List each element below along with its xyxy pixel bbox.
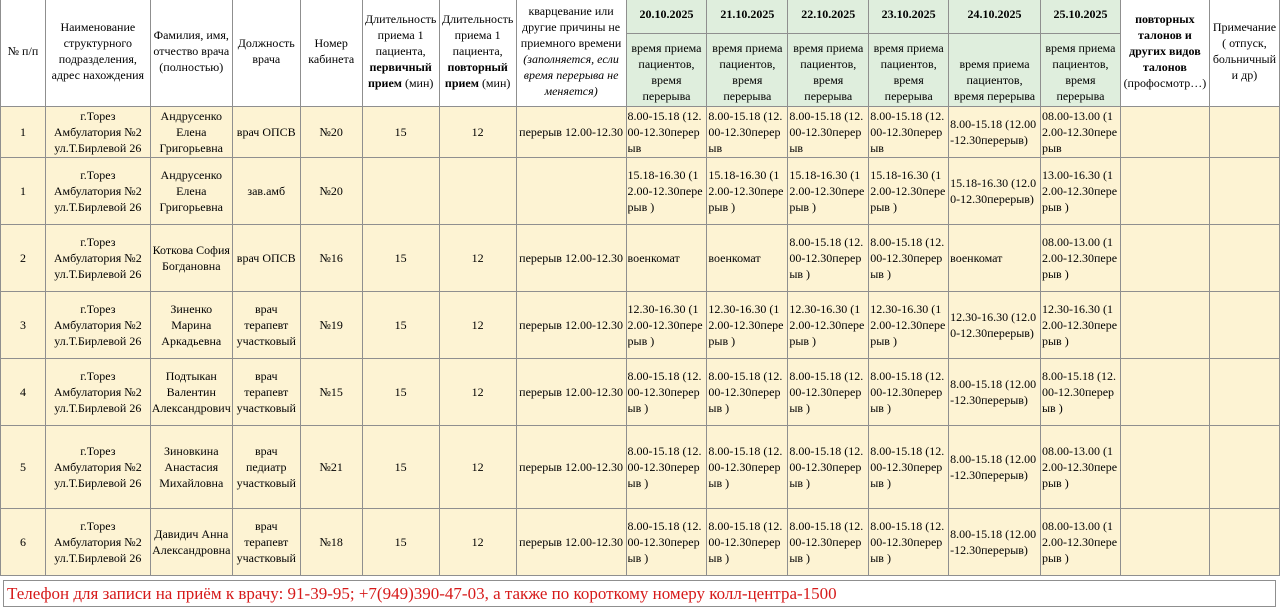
- row-position: врач ОПСВ: [232, 107, 300, 158]
- row-breaks: перерыв 12.00-12.30: [516, 225, 626, 292]
- row-repeat-visit-minutes: 12: [439, 292, 516, 359]
- row-day-schedule-text: 12.30-16.30 (12.00-12.30перерыв ): [708, 302, 784, 348]
- row-doctor-name: Коткова София Богдановна: [150, 225, 232, 292]
- header-coupons: [1120, 0, 1209, 107]
- row-doctor-name: Подтыкан Валентин Александрович: [150, 359, 232, 426]
- row-day-schedule-text: 8.00-15.18 (12.00-12.30перерыв ): [789, 444, 864, 490]
- row-day-schedule-6: [1040, 107, 1120, 158]
- header-repeat-visit-duration: [439, 0, 516, 107]
- header-date-sub-1: время приема пациентов, время перерыва: [626, 34, 707, 107]
- row-day-schedule-4: [869, 107, 949, 158]
- row-day-schedule-text: 15.18-16.30 (12.00-12.30перерыв ): [627, 168, 703, 214]
- row-day-schedule-text: 12.30-16.30 (12.00-12.30перерыв ): [789, 302, 865, 348]
- header-date-3: 22.10.2025: [788, 0, 869, 34]
- row-doctor-name: Андрусенко Елена Григорьевна: [150, 107, 232, 158]
- row-day-schedule-text: 12.30-16.30 (12.00-12.30перерыв ): [870, 302, 946, 348]
- row-room: №16: [300, 225, 362, 292]
- row-day-schedule-5: [949, 158, 1041, 225]
- row-unit-address: г.Торез Амбулатория №2 ул.Т.Бирлевой 26: [45, 509, 150, 576]
- row-note: [1209, 426, 1279, 509]
- row-day-schedule-2: [707, 509, 788, 576]
- row-day-schedule-text: 8.00-15.18 (12.00-12.30перерыв): [950, 377, 1037, 407]
- row-day-schedule-text: 8.00-15.18 (12.00-12.30перерыв ): [789, 235, 864, 281]
- header-breaks-a: кварцевание или другие причины не приемного времени: [520, 3, 622, 50]
- row-day-schedule-text: 8.00-15.18 (12.00-12.30перерыв ): [627, 369, 702, 415]
- row-doctor-name: Андрусенко Елена Григорьевна: [150, 158, 232, 225]
- row-day-schedule-5: [949, 359, 1041, 426]
- row-coupons: [1120, 107, 1209, 158]
- row-day-schedule-1: [626, 509, 707, 576]
- row-number: 4: [1, 359, 46, 426]
- row-day-schedule-text: 15.18-16.30 (12.00-12.30перерыв ): [708, 168, 784, 214]
- row-repeat-visit-minutes: 12: [439, 359, 516, 426]
- row-day-schedule-2: [707, 426, 788, 509]
- table-row: [1, 426, 1280, 509]
- row-day-schedule-4: [869, 509, 949, 576]
- row-number: 6: [1, 509, 46, 576]
- row-day-schedule-6: [1040, 158, 1120, 225]
- header-date-sub-6: время приема пациентов, время перерыва: [1040, 34, 1120, 107]
- row-note: [1209, 225, 1279, 292]
- row-day-schedule-1: [626, 158, 707, 225]
- row-unit-address: г.Торез Амбулатория №2 ул.Т.Бирлевой 26: [45, 225, 150, 292]
- table-row: [1, 292, 1280, 359]
- row-first-visit-minutes: 15: [362, 225, 439, 292]
- row-first-visit-minutes: 15: [362, 426, 439, 509]
- row-day-schedule-2: [707, 158, 788, 225]
- row-first-visit-minutes: 15: [362, 509, 439, 576]
- row-day-schedule-3: [788, 426, 869, 509]
- row-breaks: перерыв 12.00-12.30: [516, 107, 626, 158]
- header-note: Примечание ( отпуск, больничный и др): [1209, 0, 1279, 107]
- row-day-schedule-3: [788, 292, 869, 359]
- row-repeat-visit-minutes: 12: [439, 426, 516, 509]
- row-position: врач ОПСВ: [232, 225, 300, 292]
- row-day-schedule-text: 8.00-15.18 (12.00-12.30перерыв: [870, 109, 945, 155]
- row-day-schedule-3: [788, 509, 869, 576]
- row-day-schedule-5: [949, 292, 1041, 359]
- row-day-schedule-6: [1040, 292, 1120, 359]
- row-day-schedule-text: 8.00-15.18 (12.00-12.30перерыв: [627, 109, 702, 155]
- row-coupons: [1120, 158, 1209, 225]
- row-day-schedule-4: [869, 158, 949, 225]
- row-repeat-visit-minutes: 12: [439, 225, 516, 292]
- row-coupons: [1120, 292, 1209, 359]
- row-coupons: [1120, 225, 1209, 292]
- row-day-schedule-text: 8.00-15.18 (12.00-12.30перерыв ): [708, 519, 783, 565]
- row-first-visit-minutes: 15: [362, 107, 439, 158]
- row-note: [1209, 107, 1279, 158]
- row-day-schedule-text: 8.00-15.18 (12.00-12.30перерыв ): [789, 369, 864, 415]
- table-row: [1, 359, 1280, 426]
- header-date-2: 21.10.2025: [707, 0, 788, 34]
- row-day-schedule-text: 8.00-15.18 (12.00-12.30перерыв ): [870, 444, 945, 490]
- header-date-4: 23.10.2025: [869, 0, 949, 34]
- row-room: №20: [300, 158, 362, 225]
- row-breaks: перерыв 12.00-12.30: [516, 359, 626, 426]
- row-day-schedule-text: 8.00-15.18 (12.00-12.30перерыв: [708, 109, 783, 155]
- row-day-schedule-text: 8.00-15.18 (12.00-12.30перерыв ): [708, 369, 783, 415]
- row-day-schedule-6: [1040, 359, 1120, 426]
- row-note: [1209, 292, 1279, 359]
- table-body: [1, 107, 1280, 576]
- header-date-sub-3: время приема пациентов, время перерыва: [788, 34, 869, 107]
- header-date-sub-4: время приема пациентов, время перерыва: [869, 34, 949, 107]
- row-day-schedule-5: [949, 225, 1041, 292]
- table-row: [1, 107, 1280, 158]
- row-breaks: перерыв 12.00-12.30: [516, 426, 626, 509]
- row-day-schedule-4: [869, 359, 949, 426]
- row-day-schedule-3: [788, 359, 869, 426]
- header-first-visit-duration-c: (мин): [404, 75, 434, 90]
- row-repeat-visit-minutes: [439, 158, 516, 225]
- row-room: №19: [300, 292, 362, 359]
- row-day-schedule-text: военкомат: [627, 251, 680, 265]
- table-row: [1, 158, 1280, 225]
- row-number: 1: [1, 158, 46, 225]
- row-coupons: [1120, 509, 1209, 576]
- header-room: Номер кабинета: [300, 0, 362, 107]
- table-row: [1, 225, 1280, 292]
- header-unit: Наименование структурного подразделения, адрес нахождения: [45, 0, 150, 107]
- row-day-schedule-text: 8.00-15.18 (12.00-12.30перерыв ): [1041, 369, 1116, 415]
- header-coupons-b: (профосмотр…): [1123, 75, 1207, 90]
- row-day-schedule-1: [626, 107, 707, 158]
- row-day-schedule-text: 8.00-15.18 (12.00-12.30перерыв: [789, 109, 864, 155]
- row-repeat-visit-minutes: 12: [439, 107, 516, 158]
- row-day-schedule-text: 15.18-16.30 (12.00-12.30перерыв ): [789, 168, 865, 214]
- row-doctor-name: Давидич Анна Александровна: [150, 509, 232, 576]
- header-first-visit-duration-a: Длительность приема 1 пациента,: [364, 11, 437, 58]
- row-unit-address: г.Торез Амбулатория №2 ул.Т.Бирлевой 26: [45, 107, 150, 158]
- row-day-schedule-text: 15.18-16.30 (12.00-12.30перерыв ): [870, 168, 946, 214]
- header-date-sub-5: время приема пациентов, время перерыва: [949, 34, 1041, 107]
- row-day-schedule-6: [1040, 426, 1120, 509]
- row-first-visit-minutes: 15: [362, 359, 439, 426]
- row-day-schedule-text: 13.00-16.30 (12.00-12.30перерыв ): [1041, 168, 1118, 214]
- table-header: [1, 0, 1280, 107]
- header-breaks: [516, 0, 626, 107]
- row-day-schedule-text: 12.30-16.30 (12.00-12.30перерыв ): [627, 302, 703, 348]
- header-first-visit-duration: [362, 0, 439, 107]
- row-first-visit-minutes: [362, 158, 439, 225]
- row-day-schedule-text: 08.00-13.00 (12.00-12.30перерыв: [1041, 109, 1118, 155]
- row-day-schedule-5: [949, 107, 1041, 158]
- table-row: [1, 509, 1280, 576]
- row-day-schedule-text: 8.00-15.18 (12.00-12.30перерыв ): [870, 369, 945, 415]
- row-note: [1209, 509, 1279, 576]
- row-unit-address: г.Торез Амбулатория №2 ул.Т.Бирлевой 26: [45, 426, 150, 509]
- row-number: 2: [1, 225, 46, 292]
- row-room: №20: [300, 107, 362, 158]
- header-first-visit-duration-b: первичный прием: [367, 59, 432, 90]
- header-num: № п/п: [1, 0, 46, 107]
- row-position: зав.амб: [232, 158, 300, 225]
- row-number: 1: [1, 107, 46, 158]
- row-day-schedule-4: [869, 292, 949, 359]
- row-day-schedule-text: 08.00-13.00 (12.00-12.30перерыв ): [1041, 444, 1118, 490]
- row-day-schedule-text: 8.00-15.18 (12.00-12.30перерыв): [950, 452, 1037, 482]
- row-day-schedule-3: [788, 107, 869, 158]
- row-day-schedule-text: 08.00-13.00 (12.00-12.30перерыв ): [1041, 519, 1118, 565]
- row-day-schedule-text: военкомат: [950, 251, 1003, 265]
- row-day-schedule-text: 8.00-15.18 (12.00-12.30перерыв): [950, 527, 1037, 557]
- row-room: №21: [300, 426, 362, 509]
- booking-phone-footer: Телефон для записи на приём к врачу: 91-39-95; +7(949)390-47-03, а также по короткому номеру колл-центра-1500: [3, 580, 1276, 607]
- row-day-schedule-text: 8.00-15.18 (12.00-12.30перерыв ): [870, 519, 945, 565]
- header-breaks-b: (заполняется, если время перерыва не меняется): [523, 51, 619, 98]
- row-position: врач терапевт участковый: [232, 292, 300, 359]
- row-day-schedule-4: [869, 426, 949, 509]
- row-position: врач терапевт участковый: [232, 359, 300, 426]
- row-day-schedule-1: [626, 225, 707, 292]
- row-day-schedule-1: [626, 359, 707, 426]
- row-day-schedule-4: [869, 225, 949, 292]
- row-doctor-name: Зиненко Марина Аркадьевна: [150, 292, 232, 359]
- row-day-schedule-text: 12.30-16.30 (12.00-12.30перерыв ): [1041, 302, 1118, 348]
- row-day-schedule-6: [1040, 509, 1120, 576]
- header-doctor-name: Фамилия, имя, отчество врача (полностью): [150, 0, 232, 107]
- row-day-schedule-text: 8.00-15.18 (12.00-12.30перерыв ): [627, 444, 702, 490]
- row-coupons: [1120, 359, 1209, 426]
- row-repeat-visit-minutes: 12: [439, 509, 516, 576]
- row-breaks: перерыв 12.00-12.30: [516, 292, 626, 359]
- row-day-schedule-2: [707, 292, 788, 359]
- row-unit-address: г.Торез Амбулатория №2 ул.Т.Бирлевой 26: [45, 359, 150, 426]
- row-day-schedule-text: 08.00-13.00 (12.00-12.30перерыв ): [1041, 235, 1118, 281]
- row-doctor-name: Зиновкина Анастасия Михайловна: [150, 426, 232, 509]
- row-note: [1209, 158, 1279, 225]
- header-repeat-visit-duration-c: (мин): [481, 75, 511, 90]
- row-number: 5: [1, 426, 46, 509]
- header-date-sub-2: время приема пациентов, время перерыва: [707, 34, 788, 107]
- row-breaks: [516, 158, 626, 225]
- row-day-schedule-text: военкомат: [708, 251, 761, 265]
- header-coupons-a: повторных талонов и других видов талонов: [1129, 11, 1201, 74]
- row-day-schedule-5: [949, 426, 1041, 509]
- row-day-schedule-text: 8.00-15.18 (12.00-12.30перерыв ): [870, 235, 945, 281]
- row-room: №18: [300, 509, 362, 576]
- row-day-schedule-6: [1040, 225, 1120, 292]
- row-day-schedule-1: [626, 426, 707, 509]
- header-repeat-visit-duration-a: Длительность приема 1 пациента,: [441, 11, 514, 58]
- header-date-1: 20.10.2025: [626, 0, 707, 34]
- row-day-schedule-text: 8.00-15.18 (12.00-12.30перерыв ): [789, 519, 864, 565]
- row-room: №15: [300, 359, 362, 426]
- row-coupons: [1120, 426, 1209, 509]
- row-day-schedule-text: 8.00-15.18 (12.00-12.30перерыв ): [708, 444, 783, 490]
- header-repeat-visit-duration-b: повторный прием: [444, 59, 508, 90]
- header-date-5: 24.10.2025: [949, 0, 1041, 34]
- row-position: врач педиатр участковый: [232, 426, 300, 509]
- row-day-schedule-2: [707, 225, 788, 292]
- row-unit-address: г.Торез Амбулатория №2 ул.Т.Бирлевой 26: [45, 292, 150, 359]
- row-day-schedule-2: [707, 107, 788, 158]
- row-day-schedule-text: 15.18-16.30 (12.00-12.30перерыв): [950, 176, 1037, 206]
- row-day-schedule-3: [788, 225, 869, 292]
- row-position: врач терапевт участковый: [232, 509, 300, 576]
- row-day-schedule-text: 8.00-15.18 (12.00-12.30перерыв): [950, 117, 1037, 147]
- row-day-schedule-5: [949, 509, 1041, 576]
- row-breaks: перерыв 12.00-12.30: [516, 509, 626, 576]
- row-note: [1209, 359, 1279, 426]
- row-first-visit-minutes: 15: [362, 292, 439, 359]
- row-day-schedule-text: 12.30-16.30 (12.00-12.30перерыв): [950, 310, 1037, 340]
- row-day-schedule-text: 8.00-15.18 (12.00-12.30перерыв ): [627, 519, 702, 565]
- row-unit-address: г.Торез Амбулатория №2 ул.Т.Бирлевой 26: [45, 158, 150, 225]
- row-day-schedule-1: [626, 292, 707, 359]
- row-number: 3: [1, 292, 46, 359]
- row-day-schedule-2: [707, 359, 788, 426]
- row-day-schedule-3: [788, 158, 869, 225]
- header-position: Должность врача: [232, 0, 300, 107]
- header-date-6: 25.10.2025: [1040, 0, 1120, 34]
